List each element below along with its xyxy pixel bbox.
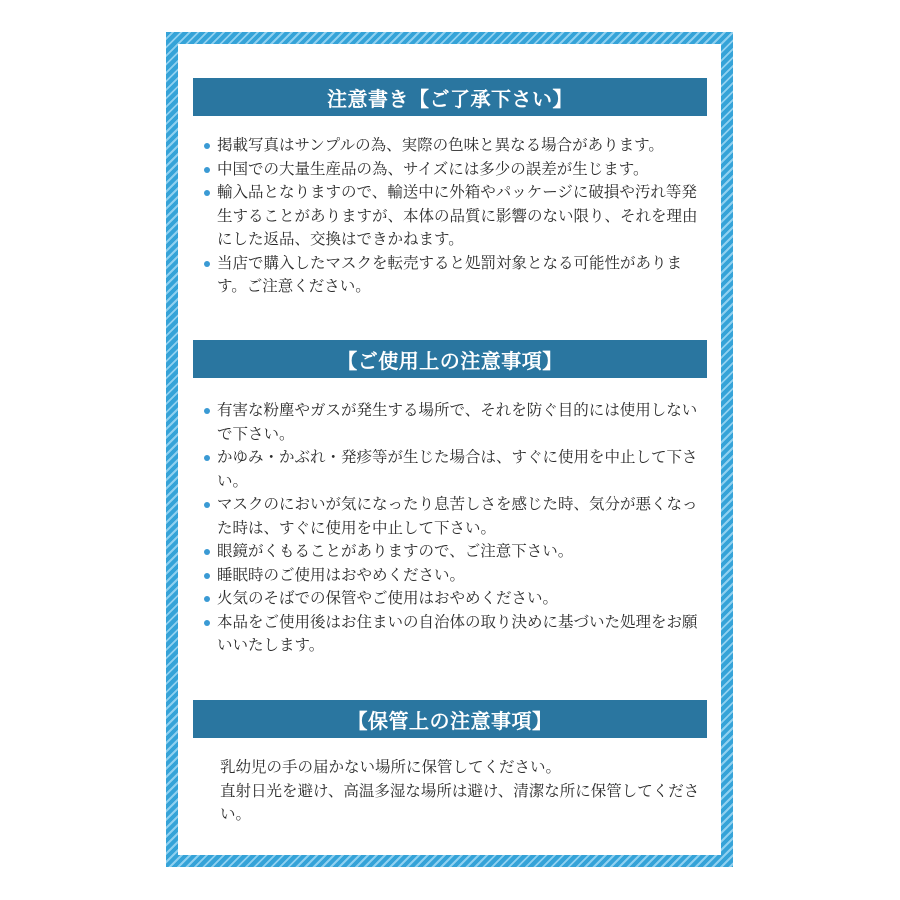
bullet-icon [204,261,210,267]
bullet-icon [204,596,210,602]
bullet-icon [204,573,210,579]
list-item: 掲載写真はサンプルの為、実際の色味と異なる場合があります。 [203,134,703,158]
section-title: 【保管上の注意事項】 [347,708,553,733]
notice-list [203,134,703,299]
list-item: 中国での大量生産品の為、サイズには多少の誤差が生じます。 [203,158,703,182]
list-item: マスクのにおいが気になったり息苦しさを感じた時、気分が悪くなった時は、すぐに使用を中止して下さい。 [203,493,703,540]
storage-caution-text [220,756,700,827]
bullet-icon [204,143,210,149]
list-item: 睡眠時のご使用はおやめください。 [203,564,703,588]
section-header-storage [193,700,707,738]
bullet-icon [204,455,210,461]
bullet-icon [204,408,210,414]
usage-caution-list [203,399,703,658]
paragraph: 直射日光を避け、高温多湿な場所は避け、清潔な所に保管してください。 [220,781,700,823]
bullet-icon [204,549,210,555]
list-item: 有害な粉塵やガスが発生する場所で、それを防ぐ目的には使用しないで下さい。 [203,399,703,446]
list-item: 輸入品となりますので、輸送中に外箱やパッケージに破損や汚れ等発生することがありますが、本体の品質に影響のない限り、それを理由にした返品、交換はできかねます。 [203,181,703,252]
section-title: 注意書き【ご了承下さい】 [327,86,573,111]
bullet-icon [204,167,210,173]
bullet-icon [204,620,210,626]
list-item: かゆみ・かぶれ・発疹等が生じた場合は、すぐに使用を中止して下さい。 [203,446,703,493]
section-header-usage [193,340,707,378]
section-title: 【ご使用上の注意事項】 [337,348,563,373]
list-item: 本品をご使用後はお住まいの自治体の取り決めに基づいた処理をお願いいたします。 [203,611,703,658]
content-panel [178,44,721,855]
striped-frame-border [166,32,733,867]
list-item: 眼鏡がくもることがありますので、ご注意下さい。 [203,540,703,564]
list-item: 火気のそばでの保管やご使用はおやめください。 [203,587,703,611]
list-item: 当店で購入したマスクを転売すると処罰対象となる可能性があります。ご注意ください。 [203,252,703,299]
bullet-icon [204,190,210,196]
paragraph: 乳幼児の手の届かない場所に保管してください。 [220,758,562,776]
bullet-icon [204,502,210,508]
section-header-notice [193,78,707,116]
